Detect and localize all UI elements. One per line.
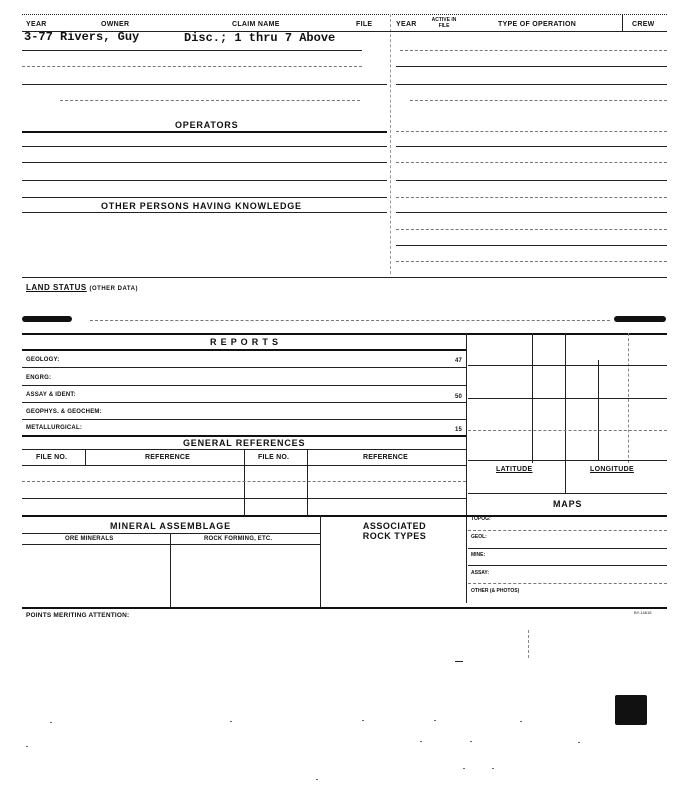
land-status-top bbox=[22, 277, 667, 278]
gr-reference-1: REFERENCE bbox=[145, 454, 190, 461]
operators-row-line-right bbox=[396, 146, 667, 147]
operators-line bbox=[22, 131, 387, 133]
maps-row-line bbox=[468, 565, 667, 566]
report-assay-num: 50 bbox=[455, 394, 463, 400]
owner-row-line-right bbox=[396, 84, 667, 85]
scan-black-mark bbox=[615, 695, 647, 725]
gr-col-divider bbox=[85, 449, 86, 465]
maps-title: MAPS bbox=[553, 499, 583, 509]
report-row-line bbox=[22, 367, 466, 368]
mineral-assemblage-title: MINERAL ASSEMBLAGE bbox=[110, 521, 231, 531]
other-persons-row-line bbox=[396, 261, 667, 262]
reports-bottom bbox=[22, 435, 466, 437]
gr-row-line bbox=[22, 498, 466, 499]
header-crew: CREW bbox=[632, 21, 655, 28]
scan-speck bbox=[470, 741, 472, 742]
other-persons-line-right bbox=[396, 212, 667, 213]
latitude-label: LATITUDE bbox=[496, 466, 533, 473]
maps-row-line bbox=[468, 530, 667, 531]
header-year: YEAR bbox=[26, 21, 47, 28]
report-row-line bbox=[22, 385, 466, 386]
grid-line bbox=[468, 460, 667, 461]
maps-row-line bbox=[468, 583, 667, 584]
longitude-label: LONGITUDE bbox=[590, 466, 634, 473]
operators-row-line-right bbox=[396, 180, 667, 181]
scan-speck bbox=[316, 779, 318, 780]
general-references-title: GENERAL REFERENCES bbox=[183, 438, 306, 448]
grid-line bbox=[468, 398, 667, 399]
other-persons-row-line bbox=[396, 245, 667, 246]
header-year-2: YEAR bbox=[396, 21, 417, 28]
report-metallurgical-num: 15 bbox=[455, 427, 463, 433]
scan-speck bbox=[50, 722, 52, 723]
scan-artifact bbox=[528, 630, 529, 658]
scan-speck bbox=[578, 742, 580, 743]
report-engrg: ENGRG: bbox=[26, 375, 52, 381]
land-status-title bbox=[26, 283, 138, 292]
owner-row-line-right bbox=[410, 100, 667, 101]
owner-row-line bbox=[22, 66, 362, 67]
operators-row-line bbox=[22, 180, 387, 181]
mineral-subheader-line bbox=[22, 544, 320, 545]
land-status-label: LAND STATUS bbox=[26, 283, 87, 292]
scan-speck bbox=[434, 720, 436, 721]
reports-title: R E P O R T S bbox=[210, 337, 279, 347]
other-persons-title: OTHER PERSONS HAVING KNOWLEDGE bbox=[101, 201, 302, 211]
operators-row-line-right bbox=[396, 162, 667, 163]
maps-row-line bbox=[468, 548, 667, 549]
ore-minerals-label: ORE MINERALS bbox=[65, 536, 114, 542]
rock-forming-label: ROCK FORMING, ETC. bbox=[204, 536, 273, 542]
grid-line bbox=[565, 333, 566, 493]
gr-row-line bbox=[22, 481, 466, 482]
gr-header-line bbox=[22, 465, 466, 466]
gr-file-no-2: FILE NO. bbox=[258, 454, 290, 461]
scan-speck bbox=[362, 720, 364, 721]
gr-reference-2: REFERENCE bbox=[363, 454, 408, 461]
grid-line bbox=[468, 365, 667, 366]
operators-row-line bbox=[22, 162, 387, 163]
report-row-line bbox=[22, 402, 466, 403]
header-type-of-operation: TYPE OF OPERATION bbox=[498, 21, 577, 28]
other-persons-top bbox=[22, 197, 387, 198]
owner-row-line-right bbox=[396, 66, 667, 67]
owner-row-line bbox=[60, 100, 360, 101]
other-persons-row-line bbox=[396, 229, 667, 230]
form-number: BY-14615 bbox=[634, 610, 652, 615]
form-bottom-border bbox=[22, 607, 667, 609]
scan-speck bbox=[463, 768, 465, 769]
black-mark-left bbox=[22, 316, 72, 322]
maps-other: OTHER (& PHOTOS) bbox=[471, 588, 520, 594]
entry-claim: Disc.; 1 thru 7 Above bbox=[184, 31, 336, 45]
report-assay: ASSAY & IDENT: bbox=[26, 392, 76, 398]
report-metallurgical: METALLURGICAL: bbox=[26, 425, 83, 431]
scan-speck bbox=[230, 721, 232, 722]
reports-top bbox=[22, 333, 667, 335]
gr-col-divider bbox=[244, 449, 245, 515]
report-row-line bbox=[22, 419, 466, 420]
other-persons-line bbox=[22, 212, 387, 213]
other-persons-top-right bbox=[396, 197, 667, 198]
report-geology-num: 47 bbox=[455, 358, 463, 364]
reports-title-line bbox=[22, 349, 466, 351]
owner-row-line bbox=[22, 50, 362, 51]
header-file: FILE bbox=[356, 21, 373, 28]
owner-row-line-right bbox=[400, 50, 667, 51]
report-geophys: GEOPHYS. & GEOCHEM: bbox=[26, 409, 102, 415]
top-border bbox=[22, 14, 667, 15]
reports-right-border bbox=[466, 333, 467, 603]
operators-title: OPERATORS bbox=[175, 120, 239, 130]
scan-speck bbox=[492, 768, 494, 769]
owner-row-line bbox=[22, 84, 387, 85]
scan-speck bbox=[520, 721, 522, 722]
header-divider-crew bbox=[622, 14, 623, 32]
maps-geol: GEOL: bbox=[471, 534, 487, 540]
associated-rock-types: ASSOCIATED ROCK TYPES bbox=[362, 521, 427, 541]
mineral-divider bbox=[320, 515, 321, 607]
gr-bottom bbox=[22, 515, 667, 517]
gr-file-no-1: FILE NO. bbox=[36, 454, 68, 461]
header-active-in-file: ACTIVE IN FILE bbox=[431, 17, 457, 29]
operators-row-line bbox=[22, 146, 387, 147]
header-divider bbox=[390, 14, 391, 274]
scan-artifact bbox=[455, 661, 463, 662]
scan-speck bbox=[26, 746, 28, 747]
scan-speck bbox=[420, 741, 422, 742]
maps-assay: ASSAY: bbox=[471, 570, 490, 576]
maps-top bbox=[468, 493, 667, 494]
points-meriting-attention: POINTS MERITING ATTENTION: bbox=[26, 612, 130, 619]
operators-line-right bbox=[396, 131, 667, 132]
maps-topog: TOPOG: bbox=[471, 516, 491, 522]
redaction-line bbox=[90, 320, 610, 321]
report-geology: GEOLOGY: bbox=[26, 357, 60, 363]
entry-year-owner: 3-77 Rivers, Guy bbox=[24, 30, 140, 44]
black-mark-right bbox=[614, 316, 666, 322]
grid-line bbox=[598, 360, 599, 460]
gr-col-divider bbox=[307, 449, 308, 515]
mineral-header-line bbox=[22, 533, 320, 534]
grid-line bbox=[468, 430, 667, 431]
header-owner: OWNER bbox=[101, 21, 130, 28]
maps-mine: MINE: bbox=[471, 552, 486, 558]
header-claim-name: CLAIM NAME bbox=[232, 21, 280, 28]
land-status-sublabel: (OTHER DATA) bbox=[89, 286, 138, 292]
